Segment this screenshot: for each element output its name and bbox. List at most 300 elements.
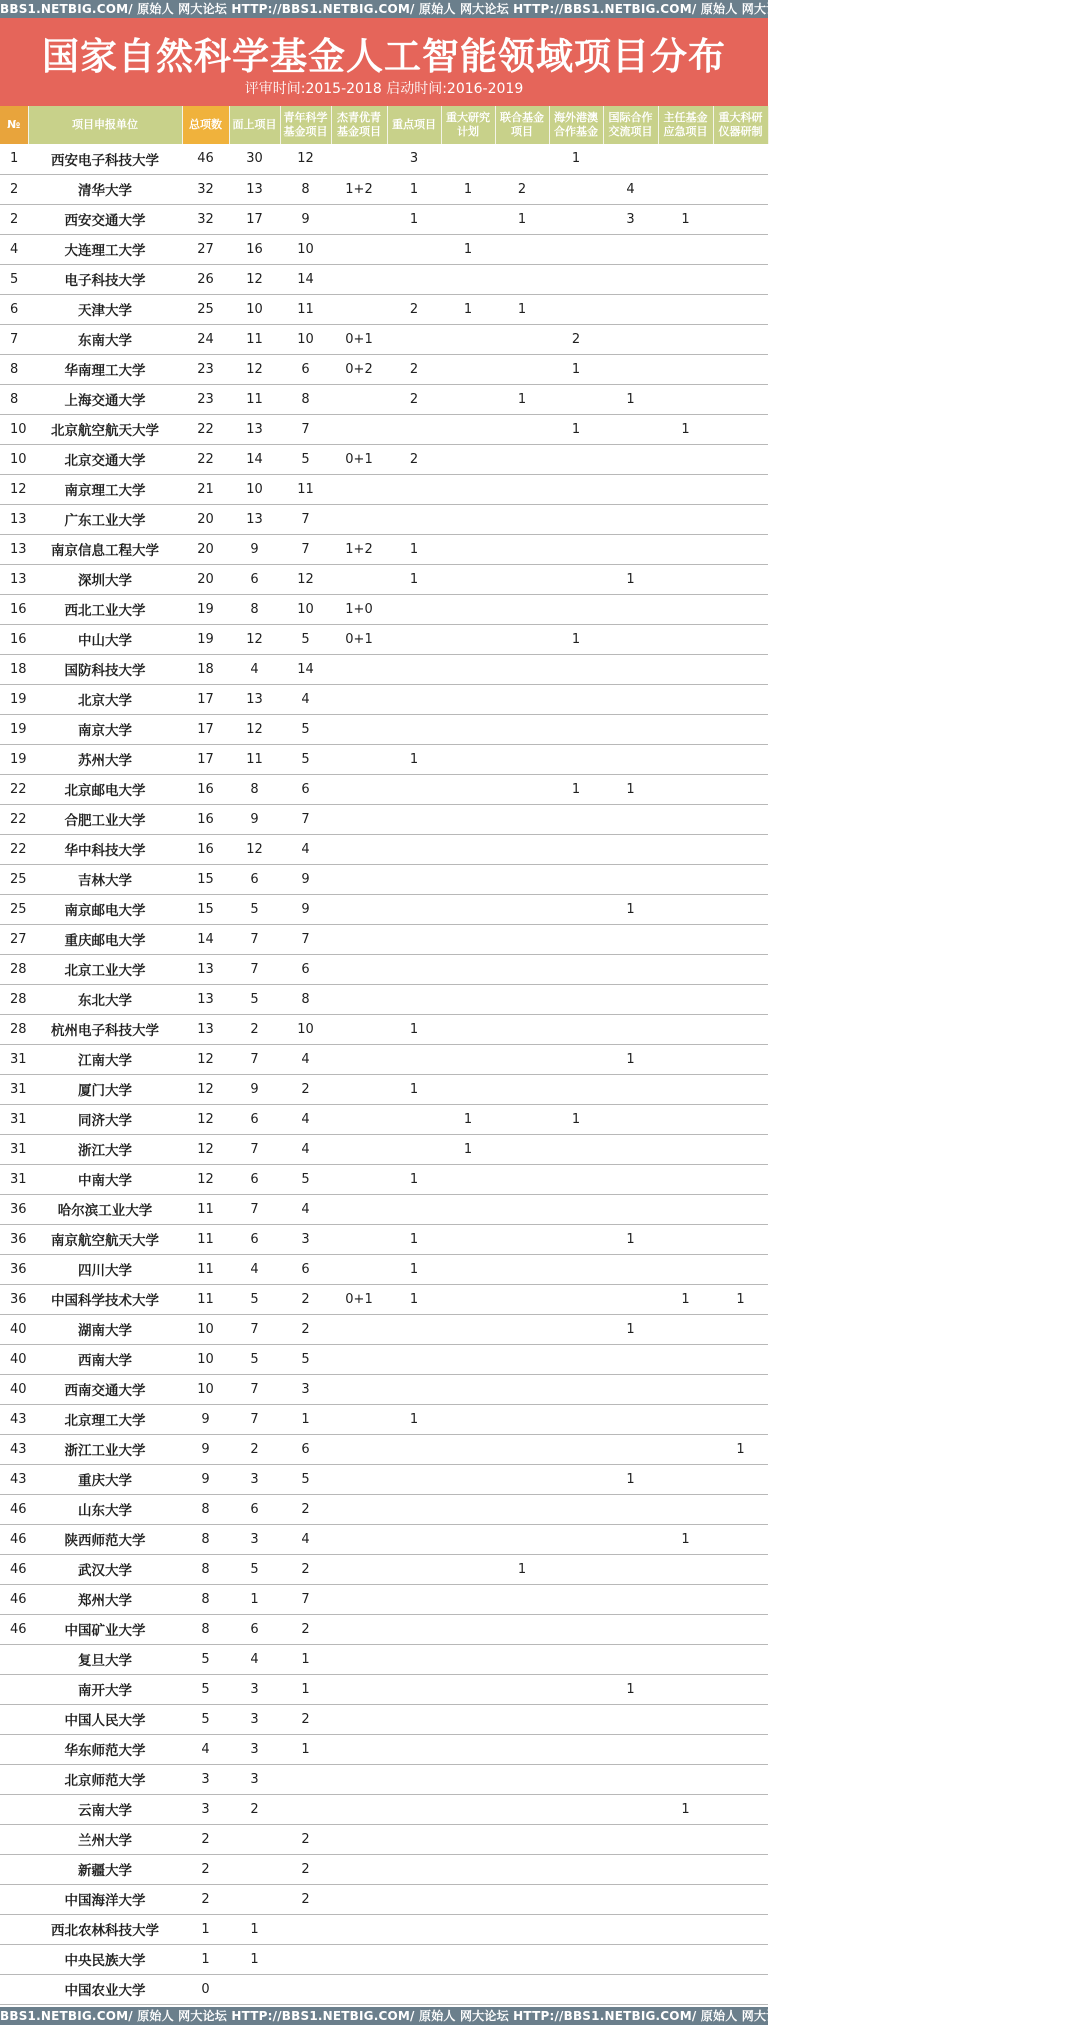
cell-overseas bbox=[549, 1554, 603, 1584]
cell-youth bbox=[280, 1974, 331, 2004]
cell-overseas bbox=[549, 444, 603, 474]
cell-general: 5 bbox=[229, 1344, 280, 1374]
cell-total: 13 bbox=[182, 954, 229, 984]
cell-youth bbox=[280, 1794, 331, 1824]
cell-key bbox=[387, 1974, 441, 2004]
cell-key bbox=[387, 894, 441, 924]
cell-overseas bbox=[549, 1944, 603, 1974]
cell-international bbox=[603, 474, 658, 504]
cell-joint-fund bbox=[495, 1254, 549, 1284]
cell-international: 1 bbox=[603, 564, 658, 594]
cell-overseas bbox=[549, 1524, 603, 1554]
cell-institution: 北京邮电大学 bbox=[28, 774, 182, 804]
cell-joint-fund bbox=[495, 1014, 549, 1044]
cell-overseas: 1 bbox=[549, 414, 603, 444]
cell-rank: 36 bbox=[0, 1284, 28, 1314]
cell-general: 11 bbox=[229, 384, 280, 414]
page-title: 国家自然科学基金人工智能领域项目分布 bbox=[42, 34, 726, 78]
cell-key bbox=[387, 1914, 441, 1944]
cell-joint-fund bbox=[495, 744, 549, 774]
cell-general bbox=[229, 1824, 280, 1854]
cell-rank: 46 bbox=[0, 1614, 28, 1644]
cell-rank: 19 bbox=[0, 684, 28, 714]
cell-director-fund: 1 bbox=[658, 204, 713, 234]
cell-director-fund bbox=[658, 1074, 713, 1104]
table-row bbox=[0, 834, 768, 864]
cell-international bbox=[603, 1914, 658, 1944]
cell-overseas bbox=[549, 1044, 603, 1074]
cell-instrument bbox=[713, 894, 768, 924]
cell-joint-fund bbox=[495, 1704, 549, 1734]
cell-key bbox=[387, 1554, 441, 1584]
cell-rank: 16 bbox=[0, 594, 28, 624]
cell-overseas bbox=[549, 1164, 603, 1194]
cell-institution: 西安电子科技大学 bbox=[28, 144, 182, 174]
table-row bbox=[0, 624, 768, 654]
cell-international bbox=[603, 1524, 658, 1554]
cell-instrument bbox=[713, 1014, 768, 1044]
cell-international bbox=[603, 624, 658, 654]
cell-youth: 2 bbox=[280, 1884, 331, 1914]
table-row bbox=[0, 924, 768, 954]
cell-instrument bbox=[713, 474, 768, 504]
cell-rank: 22 bbox=[0, 834, 28, 864]
cell-key bbox=[387, 684, 441, 714]
cell-joint-fund bbox=[495, 864, 549, 894]
cell-institution: 吉林大学 bbox=[28, 864, 182, 894]
cell-joint-fund bbox=[495, 924, 549, 954]
cell-international: 1 bbox=[603, 384, 658, 414]
cell-international bbox=[603, 594, 658, 624]
cell-excellent-youth bbox=[331, 1224, 387, 1254]
cell-international: 1 bbox=[603, 1674, 658, 1704]
table-row bbox=[0, 1194, 768, 1224]
cell-youth: 2 bbox=[280, 1824, 331, 1854]
column-header-instrument: 重大科研仪器研制 bbox=[713, 106, 768, 144]
cell-major-research bbox=[441, 534, 495, 564]
cell-excellent-youth bbox=[331, 294, 387, 324]
cell-youth: 2 bbox=[280, 1284, 331, 1314]
cell-instrument bbox=[713, 1494, 768, 1524]
cell-total: 10 bbox=[182, 1374, 229, 1404]
cell-major-research bbox=[441, 1644, 495, 1674]
cell-instrument bbox=[713, 1884, 768, 1914]
cell-rank: 19 bbox=[0, 714, 28, 744]
cell-general: 7 bbox=[229, 954, 280, 984]
cell-director-fund bbox=[658, 1494, 713, 1524]
cell-instrument bbox=[713, 954, 768, 984]
table-row bbox=[0, 354, 768, 384]
cell-overseas: 1 bbox=[549, 1104, 603, 1134]
cell-youth bbox=[280, 1764, 331, 1794]
table-row bbox=[0, 204, 768, 234]
cell-excellent-youth bbox=[331, 204, 387, 234]
cell-major-research bbox=[441, 1224, 495, 1254]
cell-total: 16 bbox=[182, 804, 229, 834]
cell-excellent-youth: 0+1 bbox=[331, 444, 387, 474]
cell-institution: 电子科技大学 bbox=[28, 264, 182, 294]
cell-international: 1 bbox=[603, 894, 658, 924]
cell-general: 3 bbox=[229, 1734, 280, 1764]
cell-instrument bbox=[713, 1134, 768, 1164]
cell-excellent-youth bbox=[331, 1734, 387, 1764]
title-banner bbox=[0, 18, 768, 106]
cell-major-research bbox=[441, 474, 495, 504]
cell-major-research bbox=[441, 564, 495, 594]
table-row bbox=[0, 264, 768, 294]
cell-rank: 46 bbox=[0, 1494, 28, 1524]
table-row bbox=[0, 1374, 768, 1404]
cell-international bbox=[603, 504, 658, 534]
cell-major-research bbox=[441, 384, 495, 414]
cell-total: 13 bbox=[182, 1014, 229, 1044]
cell-joint-fund bbox=[495, 1044, 549, 1074]
cell-joint-fund bbox=[495, 534, 549, 564]
cell-overseas bbox=[549, 564, 603, 594]
cell-director-fund bbox=[658, 1554, 713, 1584]
cell-instrument bbox=[713, 654, 768, 684]
cell-youth: 6 bbox=[280, 1434, 331, 1464]
cell-overseas bbox=[549, 174, 603, 204]
cell-youth: 7 bbox=[280, 1584, 331, 1614]
cell-instrument bbox=[713, 534, 768, 564]
table-row bbox=[0, 1764, 768, 1794]
cell-key bbox=[387, 1614, 441, 1644]
cell-general: 7 bbox=[229, 1134, 280, 1164]
cell-total: 20 bbox=[182, 564, 229, 594]
cell-total: 19 bbox=[182, 594, 229, 624]
cell-general: 1 bbox=[229, 1584, 280, 1614]
cell-total: 15 bbox=[182, 864, 229, 894]
cell-total: 32 bbox=[182, 204, 229, 234]
cell-director-fund bbox=[658, 744, 713, 774]
cell-youth bbox=[280, 1944, 331, 1974]
cell-international bbox=[603, 834, 658, 864]
cell-general: 5 bbox=[229, 984, 280, 1014]
cell-international bbox=[603, 744, 658, 774]
cell-international: 1 bbox=[603, 1224, 658, 1254]
cell-rank bbox=[0, 1794, 28, 1824]
cell-total: 14 bbox=[182, 924, 229, 954]
cell-key bbox=[387, 1584, 441, 1614]
cell-major-research bbox=[441, 1974, 495, 2004]
cell-overseas bbox=[549, 1614, 603, 1644]
table-row bbox=[0, 594, 768, 624]
cell-general: 8 bbox=[229, 774, 280, 804]
cell-general: 4 bbox=[229, 1644, 280, 1674]
cell-rank: 13 bbox=[0, 534, 28, 564]
cell-institution: 同济大学 bbox=[28, 1104, 182, 1134]
cell-rank: 31 bbox=[0, 1164, 28, 1194]
cell-international bbox=[603, 234, 658, 264]
cell-general: 6 bbox=[229, 1494, 280, 1524]
cell-key bbox=[387, 1704, 441, 1734]
cell-director-fund bbox=[658, 924, 713, 954]
cell-institution: 东北大学 bbox=[28, 984, 182, 1014]
cell-institution: 浙江大学 bbox=[28, 1134, 182, 1164]
cell-key bbox=[387, 1044, 441, 1074]
cell-overseas bbox=[549, 474, 603, 504]
cell-excellent-youth bbox=[331, 1584, 387, 1614]
cell-major-research bbox=[441, 1524, 495, 1554]
cell-rank: 8 bbox=[0, 384, 28, 414]
cell-key bbox=[387, 954, 441, 984]
cell-director-fund bbox=[658, 864, 713, 894]
cell-overseas bbox=[549, 1134, 603, 1164]
cell-joint-fund bbox=[495, 234, 549, 264]
cell-major-research bbox=[441, 1614, 495, 1644]
cell-key: 2 bbox=[387, 354, 441, 384]
cell-institution: 中南大学 bbox=[28, 1164, 182, 1194]
cell-rank: 2 bbox=[0, 174, 28, 204]
cell-general: 2 bbox=[229, 1014, 280, 1044]
cell-instrument: 1 bbox=[713, 1434, 768, 1464]
cell-general: 2 bbox=[229, 1434, 280, 1464]
cell-general: 9 bbox=[229, 1074, 280, 1104]
cell-general: 11 bbox=[229, 324, 280, 354]
cell-international bbox=[603, 1344, 658, 1374]
cell-joint-fund bbox=[495, 1494, 549, 1524]
cell-director-fund bbox=[658, 504, 713, 534]
cell-joint-fund bbox=[495, 1824, 549, 1854]
project-table bbox=[0, 106, 769, 2005]
cell-joint-fund bbox=[495, 1734, 549, 1764]
table-header-row bbox=[0, 106, 768, 144]
cell-major-research: 1 bbox=[441, 294, 495, 324]
cell-overseas bbox=[549, 594, 603, 624]
cell-total: 16 bbox=[182, 774, 229, 804]
cell-overseas bbox=[549, 1344, 603, 1374]
column-header-key: 重点项目 bbox=[387, 106, 441, 144]
cell-excellent-youth bbox=[331, 504, 387, 534]
cell-major-research bbox=[441, 684, 495, 714]
cell-total: 23 bbox=[182, 354, 229, 384]
cell-youth: 2 bbox=[280, 1314, 331, 1344]
cell-joint-fund bbox=[495, 1284, 549, 1314]
cell-joint-fund bbox=[495, 1884, 549, 1914]
cell-overseas bbox=[549, 924, 603, 954]
cell-rank: 46 bbox=[0, 1554, 28, 1584]
cell-excellent-youth bbox=[331, 1944, 387, 1974]
cell-director-fund bbox=[658, 1104, 713, 1134]
cell-director-fund bbox=[658, 1044, 713, 1074]
cell-youth: 6 bbox=[280, 774, 331, 804]
cell-excellent-youth bbox=[331, 744, 387, 774]
cell-rank bbox=[0, 1734, 28, 1764]
cell-overseas bbox=[549, 1884, 603, 1914]
cell-general bbox=[229, 1854, 280, 1884]
cell-major-research bbox=[441, 414, 495, 444]
cell-major-research bbox=[441, 1704, 495, 1734]
cell-instrument bbox=[713, 1584, 768, 1614]
cell-rank: 22 bbox=[0, 774, 28, 804]
cell-joint-fund bbox=[495, 1164, 549, 1194]
cell-major-research bbox=[441, 1014, 495, 1044]
cell-institution: 武汉大学 bbox=[28, 1554, 182, 1584]
cell-joint-fund bbox=[495, 984, 549, 1014]
cell-instrument bbox=[713, 1674, 768, 1704]
cell-overseas: 1 bbox=[549, 354, 603, 384]
cell-excellent-youth bbox=[331, 474, 387, 504]
cell-rank bbox=[0, 1824, 28, 1854]
cell-rank: 40 bbox=[0, 1314, 28, 1344]
cell-major-research bbox=[441, 1434, 495, 1464]
cell-overseas: 1 bbox=[549, 144, 603, 174]
cell-excellent-youth: 1+2 bbox=[331, 534, 387, 564]
cell-excellent-youth bbox=[331, 1464, 387, 1494]
cell-general: 3 bbox=[229, 1464, 280, 1494]
cell-total: 11 bbox=[182, 1224, 229, 1254]
cell-youth: 4 bbox=[280, 1524, 331, 1554]
cell-director-fund bbox=[658, 144, 713, 174]
cell-international bbox=[603, 144, 658, 174]
cell-youth: 3 bbox=[280, 1374, 331, 1404]
cell-overseas bbox=[549, 1674, 603, 1704]
cell-general: 7 bbox=[229, 1404, 280, 1434]
cell-total: 22 bbox=[182, 414, 229, 444]
cell-major-research bbox=[441, 804, 495, 834]
cell-overseas bbox=[549, 534, 603, 564]
cell-general: 1 bbox=[229, 1914, 280, 1944]
cell-total: 17 bbox=[182, 744, 229, 774]
cell-instrument bbox=[713, 324, 768, 354]
cell-total: 27 bbox=[182, 234, 229, 264]
table-row bbox=[0, 714, 768, 744]
cell-institution: 华南理工大学 bbox=[28, 354, 182, 384]
cell-major-research bbox=[441, 1374, 495, 1404]
cell-rank: 40 bbox=[0, 1344, 28, 1374]
cell-overseas bbox=[549, 744, 603, 774]
cell-director-fund bbox=[658, 1674, 713, 1704]
cell-youth: 5 bbox=[280, 744, 331, 774]
cell-excellent-youth bbox=[331, 1494, 387, 1524]
cell-excellent-youth: 0+1 bbox=[331, 324, 387, 354]
cell-institution: 大连理工大学 bbox=[28, 234, 182, 264]
cell-overseas bbox=[549, 1464, 603, 1494]
cell-international bbox=[603, 1584, 658, 1614]
cell-overseas bbox=[549, 1434, 603, 1464]
cell-director-fund bbox=[658, 774, 713, 804]
cell-major-research bbox=[441, 894, 495, 924]
cell-joint-fund bbox=[495, 564, 549, 594]
cell-institution: 西北农林科技大学 bbox=[28, 1914, 182, 1944]
cell-total: 13 bbox=[182, 984, 229, 1014]
cell-instrument bbox=[713, 1314, 768, 1344]
cell-director-fund bbox=[658, 1134, 713, 1164]
cell-total: 11 bbox=[182, 1194, 229, 1224]
cell-youth: 4 bbox=[280, 684, 331, 714]
cell-institution: 重庆大学 bbox=[28, 1464, 182, 1494]
table-row bbox=[0, 1644, 768, 1674]
column-header-youth: 青年科学基金项目 bbox=[280, 106, 331, 144]
cell-rank: 46 bbox=[0, 1584, 28, 1614]
cell-total: 19 bbox=[182, 624, 229, 654]
table-row bbox=[0, 474, 768, 504]
cell-major-research: 1 bbox=[441, 174, 495, 204]
cell-total: 23 bbox=[182, 384, 229, 414]
cell-international: 1 bbox=[603, 774, 658, 804]
cell-excellent-youth: 0+1 bbox=[331, 624, 387, 654]
column-header-total: 总项数 bbox=[182, 106, 229, 144]
cell-excellent-youth bbox=[331, 1914, 387, 1944]
cell-youth: 6 bbox=[280, 1254, 331, 1284]
cell-director-fund bbox=[658, 1434, 713, 1464]
cell-joint-fund bbox=[495, 1314, 549, 1344]
cell-excellent-youth bbox=[331, 834, 387, 864]
cell-director-fund bbox=[658, 384, 713, 414]
cell-excellent-youth bbox=[331, 1014, 387, 1044]
table-row bbox=[0, 174, 768, 204]
table-body bbox=[0, 144, 768, 2004]
cell-overseas bbox=[549, 894, 603, 924]
cell-institution: 重庆邮电大学 bbox=[28, 924, 182, 954]
table-row bbox=[0, 1524, 768, 1554]
cell-international bbox=[603, 1074, 658, 1104]
cell-joint-fund bbox=[495, 624, 549, 654]
cell-key: 1 bbox=[387, 174, 441, 204]
cell-youth: 2 bbox=[280, 1074, 331, 1104]
cell-general: 7 bbox=[229, 1044, 280, 1074]
cell-excellent-youth: 1+0 bbox=[331, 594, 387, 624]
cell-youth: 4 bbox=[280, 1104, 331, 1134]
cell-overseas bbox=[549, 1494, 603, 1524]
cell-director-fund bbox=[658, 1014, 713, 1044]
cell-instrument bbox=[713, 1464, 768, 1494]
cell-total: 46 bbox=[182, 144, 229, 174]
cell-international bbox=[603, 714, 658, 744]
cell-general: 12 bbox=[229, 354, 280, 384]
cell-director-fund bbox=[658, 1884, 713, 1914]
cell-excellent-youth bbox=[331, 654, 387, 684]
cell-major-research bbox=[441, 594, 495, 624]
cell-institution: 中山大学 bbox=[28, 624, 182, 654]
cell-international bbox=[603, 954, 658, 984]
cell-instrument bbox=[713, 1794, 768, 1824]
cell-international bbox=[603, 354, 658, 384]
cell-youth bbox=[280, 1914, 331, 1944]
table-row bbox=[0, 744, 768, 774]
cell-director-fund: 1 bbox=[658, 1794, 713, 1824]
cell-joint-fund bbox=[495, 1614, 549, 1644]
table-row bbox=[0, 444, 768, 474]
cell-international bbox=[603, 1644, 658, 1674]
cell-major-research bbox=[441, 1584, 495, 1614]
cell-overseas bbox=[549, 264, 603, 294]
cell-rank bbox=[0, 1854, 28, 1884]
cell-rank: 25 bbox=[0, 864, 28, 894]
cell-rank: 13 bbox=[0, 564, 28, 594]
cell-instrument bbox=[713, 984, 768, 1014]
cell-excellent-youth bbox=[331, 1434, 387, 1464]
cell-total: 17 bbox=[182, 684, 229, 714]
cell-director-fund: 1 bbox=[658, 414, 713, 444]
cell-youth: 11 bbox=[280, 474, 331, 504]
cell-general: 6 bbox=[229, 1614, 280, 1644]
cell-youth: 4 bbox=[280, 1044, 331, 1074]
cell-youth: 2 bbox=[280, 1494, 331, 1524]
cell-rank bbox=[0, 1644, 28, 1674]
cell-overseas bbox=[549, 1254, 603, 1284]
cell-instrument bbox=[713, 1104, 768, 1134]
cell-major-research bbox=[441, 984, 495, 1014]
cell-major-research bbox=[441, 1734, 495, 1764]
cell-general: 2 bbox=[229, 1794, 280, 1824]
column-header-overseas: 海外港澳合作基金 bbox=[549, 106, 603, 144]
cell-overseas bbox=[549, 1734, 603, 1764]
cell-major-research bbox=[441, 1404, 495, 1434]
cell-excellent-youth bbox=[331, 714, 387, 744]
table-row bbox=[0, 384, 768, 414]
